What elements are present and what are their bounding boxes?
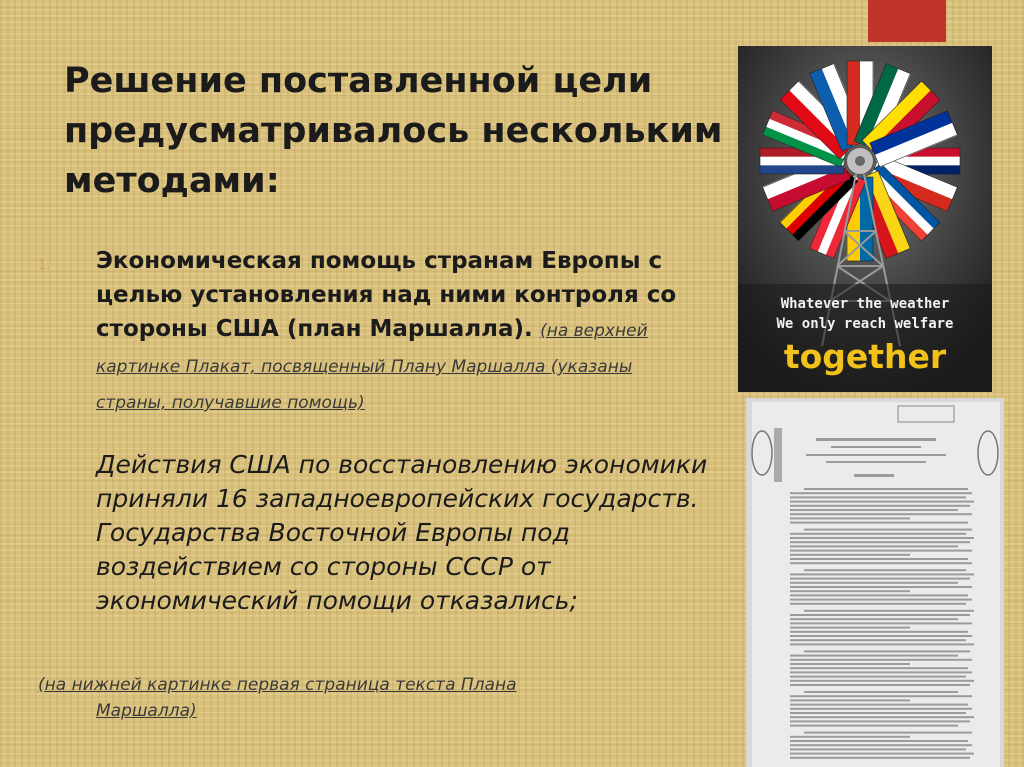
document-caption-note [38, 672, 698, 724]
list-item-text: Экономическая помощь странам Европы с целью установления над ними контроля со стороны США (план Маршалла). [96, 248, 677, 342]
poster-line-2: We only reach welfare [776, 316, 954, 332]
paragraph-us-actions: Действия США по восстановлению экономики приняли 16 западноевропейских государств. Государства Восточной Европы под воздействием со стороны СССР от экономический помощи отказались; [96, 450, 708, 615]
marshall-plan-poster [738, 46, 992, 392]
poster-line-3: together [783, 337, 947, 376]
list-item-economic-aid [96, 244, 706, 420]
poster-line-1: Whatever the weather [780, 296, 950, 312]
marshall-plan-document-image [746, 398, 1004, 767]
slide-title: Решение поставленной цели предусматривалось нескольким методами: [64, 61, 723, 201]
list-number: 1. [38, 258, 51, 273]
document-caption-line2: Маршалла) [96, 701, 197, 721]
red-accent-tab [868, 0, 946, 42]
document-caption-line1: (на нижней картинке первая страница текста Плана [38, 675, 517, 695]
poster-caption-note: (на верхней картинке Плакат, посвященный Плану Маршалла (указаны страны, получавшие помощь) [96, 321, 648, 413]
